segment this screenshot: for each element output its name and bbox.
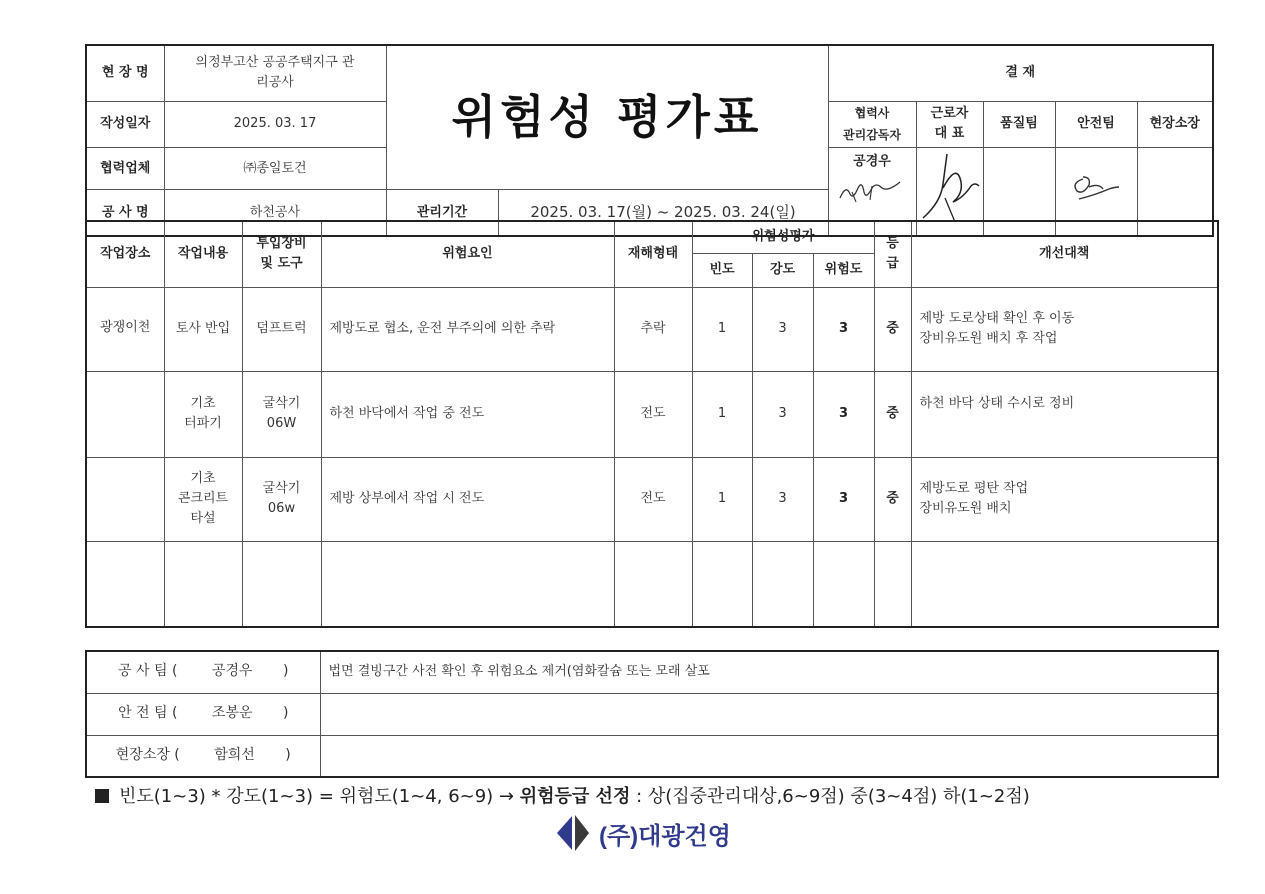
cell-place: 광쟁이천 xyxy=(86,287,164,371)
comment-text: 법면 결빙구간 사전 확인 후 위험요소 제거(염화칼슘 또는 모래 살포 xyxy=(320,651,1218,693)
col-header-severity: 강도 xyxy=(752,253,813,287)
comment-text xyxy=(320,693,1218,735)
cell-measure-line: 하천 바닥 상태 수시로 정비 xyxy=(919,395,1075,411)
col-header-place: 작업장소 xyxy=(86,221,164,287)
comment-row xyxy=(86,651,1218,693)
cell-type: 전도 xyxy=(614,371,692,457)
cell-empty xyxy=(86,541,164,627)
company-logo-icon xyxy=(555,813,591,853)
page-title-text: 위험성 평가표 xyxy=(451,89,763,144)
cell-empty xyxy=(752,541,813,627)
cell-work xyxy=(164,287,242,371)
cell-level: 3 xyxy=(813,457,874,541)
cell-equip-line: 06w xyxy=(267,501,296,516)
approval-col-safety: 안전팀 xyxy=(1055,101,1137,148)
cell-level: 3 xyxy=(813,371,874,457)
comments-table xyxy=(85,650,1219,778)
date-label: 작성일자 xyxy=(86,101,164,148)
comment-label-close: ) xyxy=(282,663,289,680)
cell-measure-line: 장비유도원 배치 후 작업 xyxy=(919,331,1058,346)
approval-label: 결 재 xyxy=(828,45,1213,101)
legend-part2: 위험등급 선정 xyxy=(519,786,631,807)
comment-name: 함희선 xyxy=(214,746,255,763)
signature-safety-icon xyxy=(1061,165,1131,211)
cell-level: 3 xyxy=(813,287,874,371)
cell-equip-line: 덤프트럭 xyxy=(256,320,307,336)
cell-severity: 3 xyxy=(752,287,813,371)
site-label: 현 장 명 xyxy=(86,45,164,101)
col-header-grade-line1: 등 xyxy=(886,236,899,252)
cell-equip-line: 굴삭기 xyxy=(262,395,301,411)
cell-equip-line: 06W xyxy=(266,416,297,431)
cell-work-line: 콘크리트 xyxy=(177,490,229,506)
work-label: 공 사 명 xyxy=(86,190,164,237)
cell-work xyxy=(164,457,242,541)
cell-empty xyxy=(242,541,321,627)
approval-col-worker xyxy=(916,101,983,148)
period-value: 2025. 03. 17(월) ~ 2025. 03. 24(일) xyxy=(498,190,828,237)
cell-equip-line: 굴삭기 xyxy=(262,480,301,496)
comment-name: 조봉운 xyxy=(211,705,253,722)
legend-part1: 빈도(1~3) * 강도(1~3) = 위험도(1~4, 6~9) → xyxy=(119,786,520,807)
signature-partner-icon xyxy=(832,172,912,206)
cell-type: 전도 xyxy=(614,457,692,541)
comment-row xyxy=(86,735,1218,777)
cell-type: 추락 xyxy=(614,287,692,371)
approval-worker-line2: 대 표 xyxy=(934,126,965,142)
cell-measure xyxy=(911,457,1218,541)
col-header-equip xyxy=(242,221,321,287)
cell-work-line: 기초 xyxy=(190,395,216,411)
col-header-risk: 위험요인 xyxy=(321,221,614,287)
cell-measure-line: 장비유도원 배치 xyxy=(919,501,1012,516)
risk-table xyxy=(85,220,1219,628)
approval-partner-line2: 관리감독자 xyxy=(843,128,901,143)
date-value: 2025. 03. 17 xyxy=(164,101,386,148)
col-header-type: 재해형태 xyxy=(614,221,692,287)
col-header-freq: 빈도 xyxy=(692,253,752,287)
approval-col-manager: 현장소장 xyxy=(1137,101,1213,148)
legend-square-icon xyxy=(95,789,109,803)
cell-place xyxy=(86,371,164,457)
cell-measure xyxy=(911,371,1218,457)
comment-label-close: ) xyxy=(282,705,289,722)
comment-row xyxy=(86,693,1218,735)
cell-grade: 중 xyxy=(874,287,911,371)
cell-empty xyxy=(874,541,911,627)
approval-partner-name: 공경우 xyxy=(853,154,891,170)
comment-label-text: 안 전 팀 ( xyxy=(118,705,178,722)
cell-grade: 중 xyxy=(874,371,911,457)
cell-severity: 3 xyxy=(752,457,813,541)
cell-severity: 3 xyxy=(752,371,813,457)
cell-risk: 제방도로 협소, 운전 부주의에 의한 추락 xyxy=(321,287,614,371)
comment-label-close: ) xyxy=(285,746,291,763)
table-row xyxy=(86,457,1218,541)
cell-work-line: 터파기 xyxy=(184,416,222,431)
cell-work xyxy=(164,371,242,457)
col-header-equip-line1: 투입장비 xyxy=(256,236,307,252)
work-value: 하천공사 xyxy=(164,190,386,237)
header-table xyxy=(85,44,1214,237)
partner-value: ㈜종일토건 xyxy=(164,148,386,190)
partner-label: 협력업체 xyxy=(86,148,164,190)
cell-empty xyxy=(692,541,752,627)
col-header-grade-line2: 급 xyxy=(886,256,899,272)
approval-col-quality: 품질팀 xyxy=(983,101,1055,148)
approval-col-partner xyxy=(828,101,916,148)
page-title xyxy=(386,45,828,190)
cell-empty xyxy=(911,541,1218,627)
legend-part3: : 상(집중관리대상,6~9점) 중(3~4점) 하(1~2점) xyxy=(630,786,1030,807)
approval-partner-line1: 협력사 xyxy=(854,105,890,120)
cell-grade: 중 xyxy=(874,457,911,541)
table-row xyxy=(86,371,1218,457)
col-header-measure: 개선대책 xyxy=(911,221,1218,287)
comment-label-text: 공 사 팀 ( xyxy=(118,663,178,680)
approval-worker-line1: 근로자 xyxy=(930,106,969,122)
legend xyxy=(95,782,1030,808)
col-header-equip-line2: 및 도구 xyxy=(260,256,303,272)
cell-freq: 1 xyxy=(692,371,752,457)
col-header-work: 작업내용 xyxy=(164,221,242,287)
cell-measure xyxy=(911,287,1218,371)
site-value: 의정부고산 공공주택지구 관리공사 xyxy=(164,45,386,101)
table-row-empty xyxy=(86,541,1218,627)
col-header-eval: 위험성평가 xyxy=(692,221,874,253)
cell-work-line: 기초 xyxy=(190,470,216,486)
cell-equip xyxy=(242,371,321,457)
cell-freq: 1 xyxy=(692,287,752,371)
comment-label-text: 현장소장 ( xyxy=(115,746,180,763)
cell-risk: 하천 바닥에서 작업 중 전도 xyxy=(321,371,614,457)
cell-freq: 1 xyxy=(692,457,752,541)
col-header-level: 위험도 xyxy=(813,253,874,287)
comment-label xyxy=(86,693,320,735)
col-header-grade xyxy=(874,221,911,287)
signature-worker-icon xyxy=(917,148,983,228)
cell-equip xyxy=(242,457,321,541)
cell-empty xyxy=(164,541,242,627)
period-label: 관리기간 xyxy=(386,190,498,237)
cell-equip xyxy=(242,287,321,371)
table-row xyxy=(86,287,1218,371)
company-logo xyxy=(555,812,731,854)
cell-measure-line: 제방도로 평탄 작업 xyxy=(919,480,1029,496)
cell-place xyxy=(86,457,164,541)
cell-empty xyxy=(321,541,614,627)
cell-measure-line: 제방 도로상태 확인 후 이동 xyxy=(919,310,1075,326)
comment-label xyxy=(86,735,320,777)
comment-text xyxy=(320,735,1218,777)
cell-risk: 제방 상부에서 작업 시 전도 xyxy=(321,457,614,541)
company-logo-text: (주)대광건영 xyxy=(599,822,731,850)
cell-work-line: 토사 반입 xyxy=(175,320,231,336)
cell-work-line: 타설 xyxy=(190,511,216,527)
cell-empty xyxy=(813,541,874,627)
comment-name: 공경우 xyxy=(211,663,253,680)
comment-label xyxy=(86,651,320,693)
cell-empty xyxy=(614,541,692,627)
